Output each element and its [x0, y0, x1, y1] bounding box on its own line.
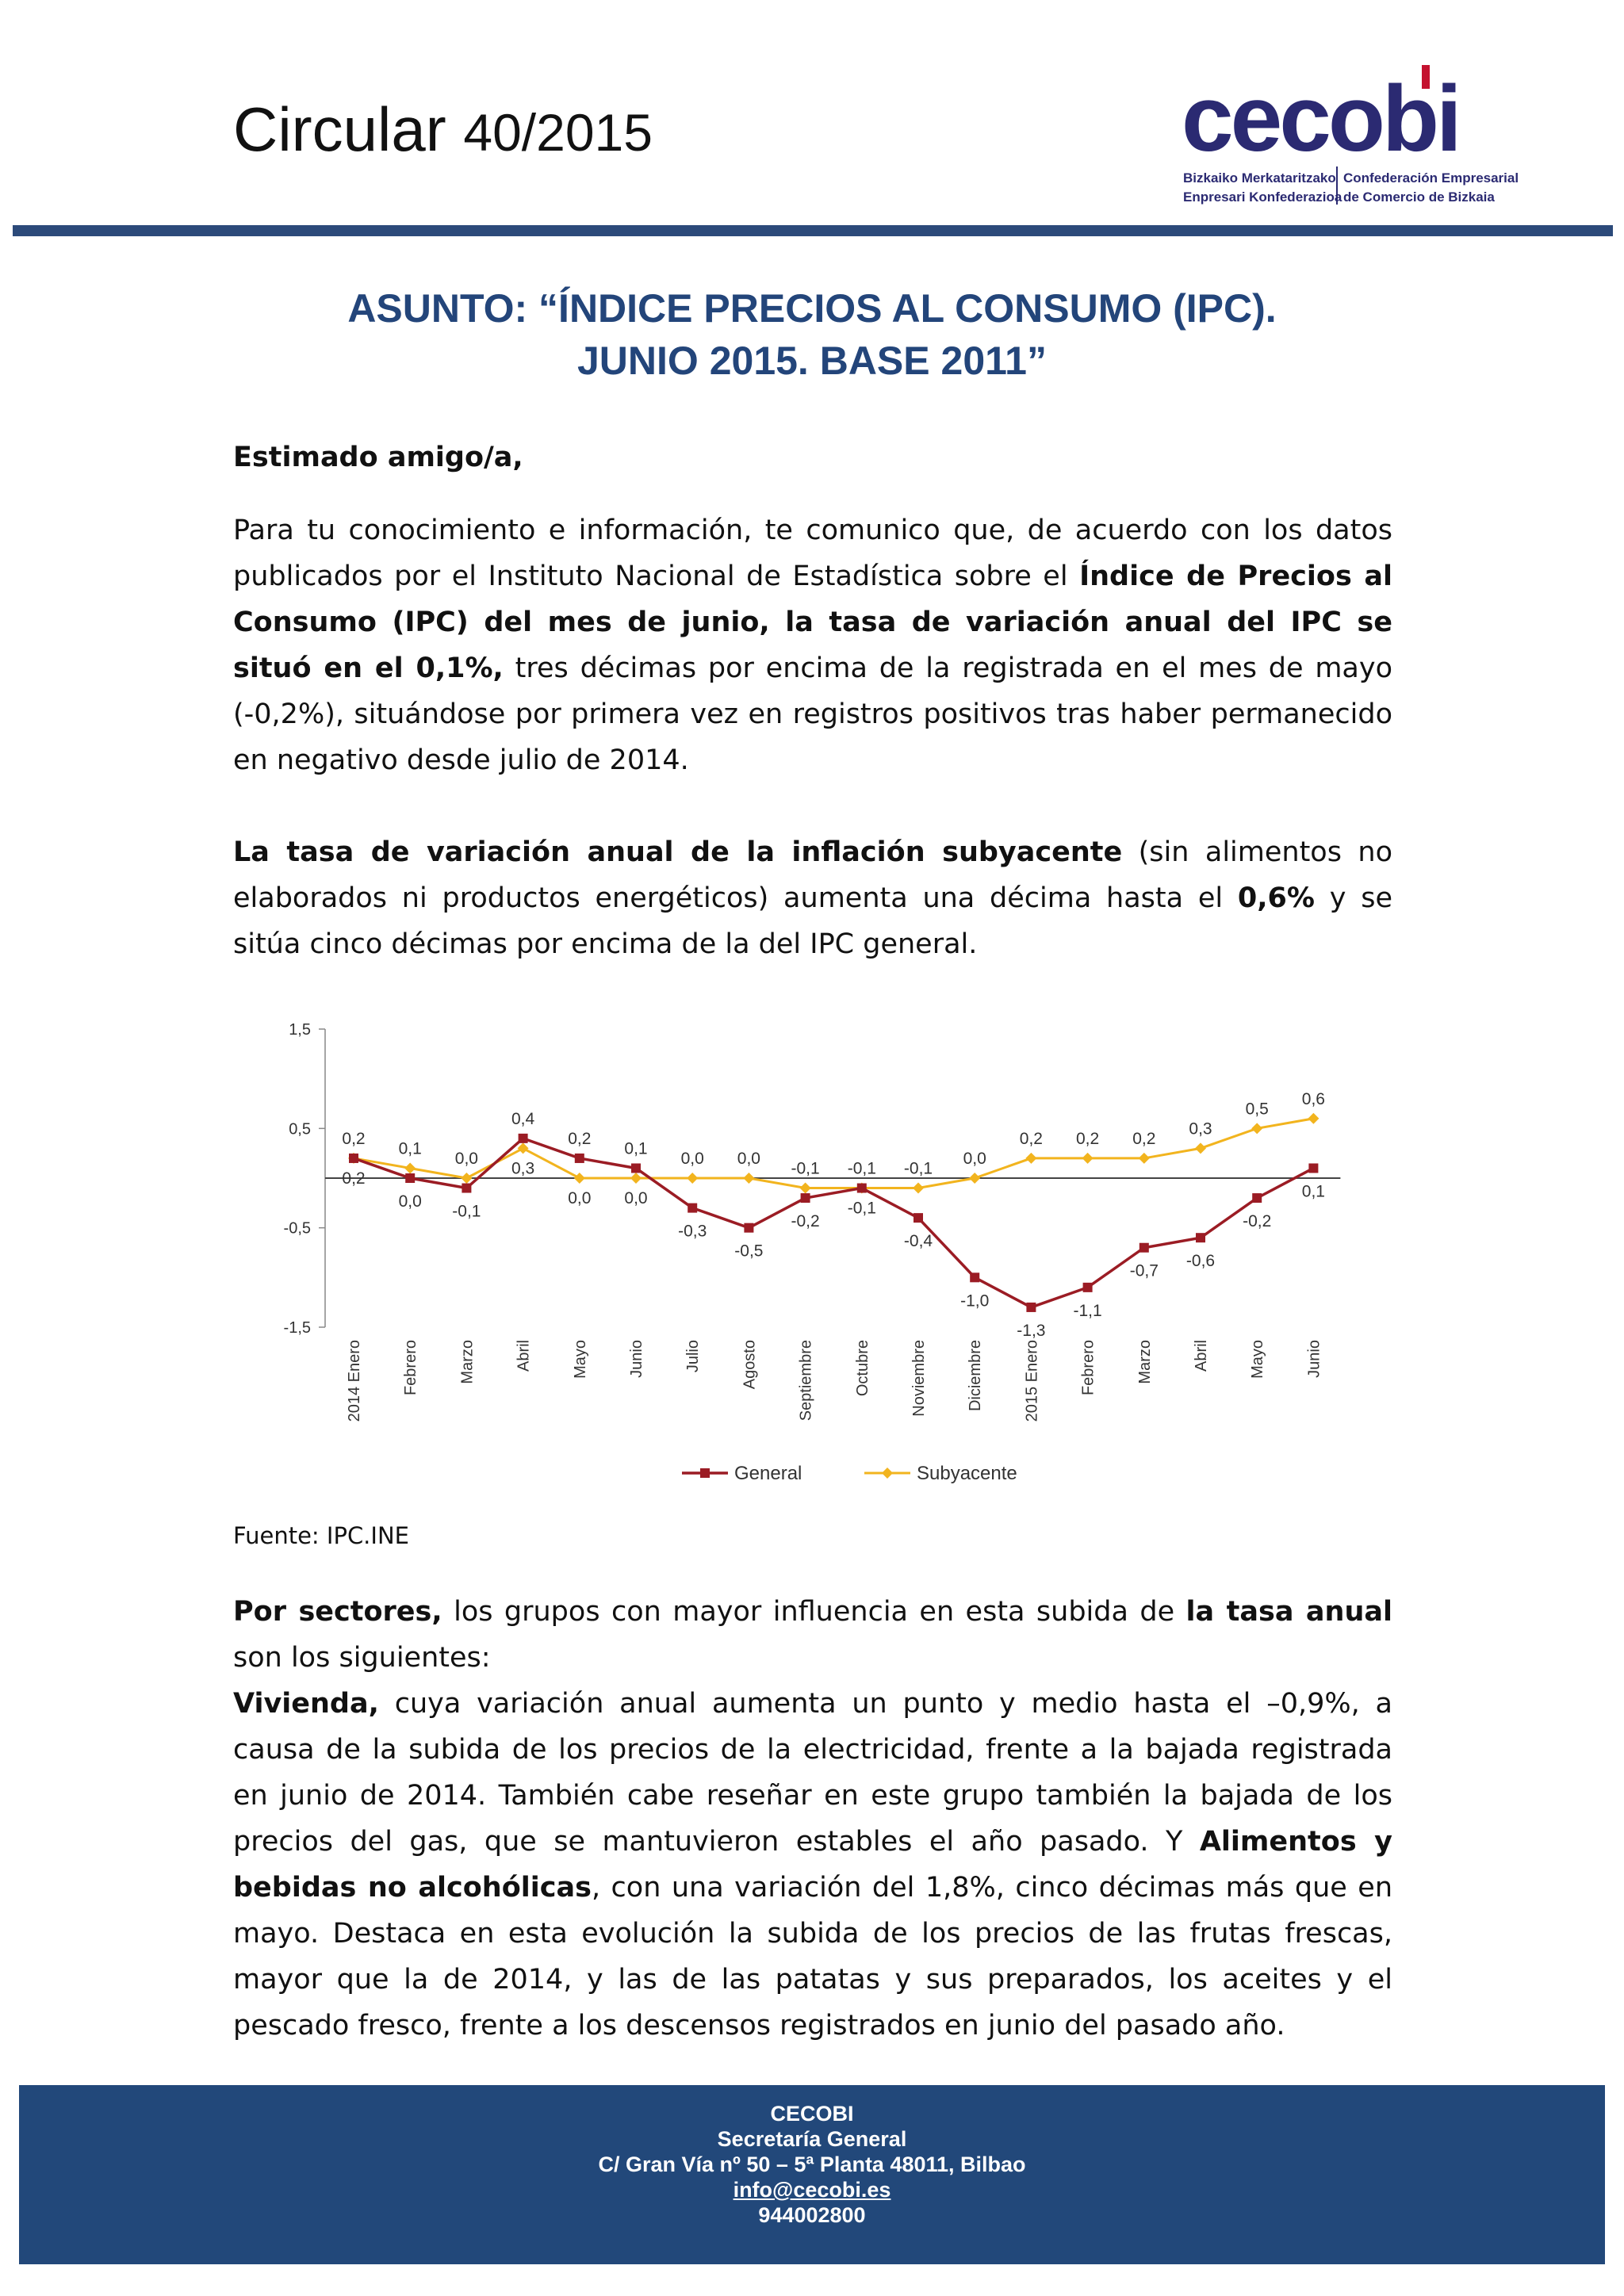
p3-text-b: los grupos con mayor influencia en esta subida de [442, 1596, 1186, 1628]
p3-text-d: son los siguientes: [233, 1642, 491, 1674]
subyacente-data-label: -0,1 [791, 1159, 820, 1178]
general-point [1083, 1283, 1093, 1292]
footer-org: CECOBI [770, 2102, 854, 2126]
subyacente-point [743, 1173, 754, 1184]
p2-text-a: La tasa de variación anual de la inflación subyacente [233, 836, 1123, 868]
general-point [405, 1173, 415, 1183]
header-rule [13, 225, 1613, 236]
general-data-label: 0,1 [1301, 1182, 1326, 1201]
subyacente-point [1025, 1153, 1036, 1164]
legend-general-marker [700, 1468, 710, 1478]
subyacente-data-label: 0,6 [1301, 1089, 1326, 1108]
x-tick-label: Mayo [571, 1340, 589, 1379]
paragraph-ipc [233, 507, 1392, 783]
subyacente-point [518, 1142, 529, 1154]
subyacente-data-label: 0,0 [454, 1150, 479, 1168]
x-tick-label: 2015 Enero [1023, 1340, 1041, 1422]
circular-number: 40/2015 [463, 103, 653, 162]
x-tick-label: Junio [1305, 1340, 1323, 1378]
legend-subyacente-label: Subyacente [917, 1463, 1017, 1484]
p1-text-a: Para tu conocimiento e información, te comunico que, de acuerdo con los datos publicados por el Instituto Nacional de Estadística sobre el [233, 515, 1392, 592]
x-tick-label: Septiembre [797, 1340, 815, 1422]
legend-general-label: General [734, 1463, 802, 1484]
logo-line1-right: Confederación Empresarial [1343, 170, 1519, 186]
general-data-label: -0,6 [1185, 1252, 1216, 1271]
general-data-label: -0,5 [734, 1242, 764, 1261]
subyacente-data-label: 0,2 [342, 1169, 366, 1188]
subyacente-data-label: -0,1 [847, 1199, 876, 1218]
general-data-label: 0,1 [624, 1139, 648, 1158]
subyacente-data-label: 0,0 [624, 1189, 648, 1207]
paragraph-subyacente [233, 829, 1392, 967]
chart-x-tick-labels [346, 1340, 1323, 1422]
cecobi-logo [1180, 57, 1519, 216]
p3-text-a: Por sectores, [233, 1596, 442, 1628]
subyacente-point [913, 1183, 924, 1194]
p4-text-b: cuya variación anual aumenta un punto y medio hasta el –0,9%, a causa de la subida de los precios de la electricidad, frente a la bajada registrada en junio de 2014. También cabe reseñar en este grupo también la bajada de los precios del gas, que se mantuvieron estables el año pasado. Y [233, 1688, 1392, 1858]
subyacente-data-label: 0,0 [568, 1189, 592, 1207]
logo-line2-right: de Comercio de Bizkaia [1343, 189, 1495, 205]
x-tick-label: Octubre [853, 1340, 871, 1397]
general-point [462, 1184, 471, 1193]
p1-text-b: Índice de Precios al Consumo (IPC) del mes de junio, la tasa de variación anual del IPC se situó en el 0,1%, [233, 561, 1393, 684]
general-data-label: 0,4 [511, 1109, 535, 1128]
subyacente-data-label: 0,2 [1075, 1129, 1100, 1148]
general-point [744, 1223, 753, 1233]
subyacente-data-label: -0,1 [903, 1159, 933, 1178]
chart-series [348, 1113, 1319, 1312]
x-tick-label: Junio [628, 1340, 645, 1378]
logo-line2-left: Enpresari Konfederazioa [1183, 189, 1342, 205]
general-data-label: 0,0 [398, 1192, 422, 1211]
general-data-label: 0,2 [342, 1129, 366, 1148]
p2-text-d: y se sitúa cinco décimas por encima de la del IPC general. [233, 882, 1392, 960]
p4-text-c: Alimentos y bebidas no alcohólicas [233, 1826, 1392, 1904]
p1-text-c: tres décimas por encima de la registrada en el mes de mayo (-0,2%), situándose por primera vez en registros positivos tras haber permanecido en negativo desde julio de 2014. [233, 652, 1392, 776]
general-data-label: -0,1 [452, 1202, 481, 1221]
y-tick-label: 1,5 [289, 1021, 311, 1039]
subyacente-point [574, 1173, 585, 1184]
ipc-line-chart [262, 1007, 1372, 1506]
general-point [1026, 1303, 1036, 1312]
general-data-label: -0,4 [903, 1232, 933, 1251]
general-data-label: -0,2 [1243, 1212, 1272, 1231]
logo-line1-left: Bizkaiko Merkataritzako [1183, 170, 1336, 186]
general-data-label: -0,3 [678, 1222, 707, 1241]
subyacente-data-label: 0,2 [1019, 1129, 1044, 1148]
y-tick-label: 0,5 [289, 1120, 311, 1138]
subyacente-data-label: 0,2 [1132, 1129, 1156, 1148]
x-tick-label: Julio [684, 1340, 703, 1373]
x-tick-label: Marzo [1136, 1340, 1154, 1384]
general-point [970, 1272, 979, 1282]
subyacente-data-label: 0,1 [398, 1139, 422, 1158]
greeting: Estimado amigo/a, [233, 442, 523, 473]
general-point [349, 1154, 358, 1163]
x-tick-label: Febrero [1079, 1340, 1097, 1396]
general-data-label: -1,3 [1017, 1321, 1046, 1340]
footer [19, 2085, 1605, 2264]
subyacente-data-label: 0,3 [1189, 1119, 1212, 1138]
x-tick-label: Febrero [402, 1340, 420, 1396]
subyacente-point [969, 1173, 980, 1184]
subyacente-point [404, 1162, 416, 1173]
general-point [801, 1193, 810, 1203]
y-tick-label: -1,5 [283, 1319, 311, 1337]
subyacente-point [1308, 1113, 1319, 1124]
general-point [1308, 1163, 1318, 1173]
subyacente-point [630, 1173, 642, 1184]
general-data-label: 0,2 [568, 1129, 592, 1148]
general-data-label: -0,7 [1129, 1261, 1159, 1280]
subyacente-point [1082, 1153, 1094, 1164]
general-data-label: -0,1 [847, 1159, 876, 1178]
subyacente-data-label: 0,5 [1245, 1100, 1269, 1119]
x-tick-label: Marzo [458, 1340, 477, 1384]
x-tick-label: Abril [515, 1340, 533, 1372]
subyacente-point [1251, 1123, 1262, 1134]
sectores-intro [233, 1589, 1392, 1681]
subyacente-data-label: 0,3 [511, 1159, 535, 1178]
circular-title [233, 94, 653, 166]
general-data-label: -1,0 [960, 1292, 990, 1311]
subyacente-point [461, 1173, 472, 1184]
sectores-vivienda [233, 1681, 1392, 2049]
x-tick-label: Diciembre [967, 1340, 985, 1412]
chart-source: Fuente: IPC.INE [233, 1522, 409, 1549]
general-point [1139, 1243, 1149, 1253]
p2-text-c: 0,6% [1237, 882, 1315, 914]
subyacente-point [1139, 1153, 1150, 1164]
general-point [519, 1134, 528, 1143]
p2-text-b: (sin alimentos no elaborados ni productos energéticos) aumenta una décima hasta el [233, 836, 1392, 914]
x-tick-label: 2014 Enero [346, 1340, 363, 1422]
general-point [857, 1184, 867, 1193]
footer-phone: 944002800 [758, 2203, 866, 2227]
p3-text-c: la tasa anual [1185, 1596, 1392, 1628]
x-tick-label: Noviembre [910, 1340, 928, 1417]
general-point [688, 1203, 697, 1213]
general-point [575, 1154, 584, 1163]
legend-subyacente-marker [882, 1468, 893, 1479]
logo-wordmark: cecobi [1182, 67, 1459, 171]
p4-text-a: Vivienda, [233, 1688, 379, 1720]
subject-line-1: ASUNTO: “ÍNDICE PRECIOS AL CONSUMO (IPC). [347, 286, 1277, 331]
subject-heading [0, 282, 1624, 387]
paragraph-sectores [233, 1589, 1392, 2049]
x-tick-label: Mayo [1249, 1340, 1267, 1379]
subyacente-data-label: 0,0 [963, 1150, 986, 1168]
subyacente-data-label: 0,0 [737, 1150, 761, 1168]
subyacente-point [800, 1183, 811, 1194]
general-point [1196, 1233, 1205, 1242]
subject-line-2: JUNIO 2015. BASE 2011” [577, 339, 1047, 383]
circular-word: Circular [233, 94, 446, 164]
general-data-label: -0,2 [791, 1212, 820, 1231]
general-point [914, 1213, 923, 1223]
subyacente-point [1195, 1142, 1206, 1154]
y-tick-label: -0,5 [283, 1219, 311, 1238]
series-line-general [354, 1138, 1313, 1307]
x-tick-label: Agosto [741, 1340, 759, 1390]
subyacente-data-label: 0,0 [680, 1150, 704, 1168]
x-tick-label: Abril [1193, 1340, 1210, 1372]
footer-address: C/ Gran Vía nº 50 – 5ª Planta 48011, Bilbao [598, 2152, 1026, 2176]
p4-text-d: , con una variación del 1,8%, cinco décimas más que en mayo. Destaca en esta evolución la subida de los precios de las frutas frescas, mayor que la de 2014, y las de las patatas y sus preparados, los aceites y el pescado fresco, frente a los descensos registrados en junio del pasado año. [233, 1872, 1393, 2042]
footer-dept: Secretaría General [717, 2127, 907, 2151]
general-point [1252, 1193, 1262, 1203]
footer-email-link[interactable]: info@cecobi.es [733, 2178, 891, 2202]
subyacente-point [687, 1173, 698, 1184]
general-point [631, 1163, 641, 1173]
chart-data-labels [342, 1090, 1325, 1340]
general-data-label: -1,1 [1073, 1301, 1102, 1320]
chart-legend [682, 1463, 1017, 1484]
chart-axes [284, 1021, 1341, 1337]
